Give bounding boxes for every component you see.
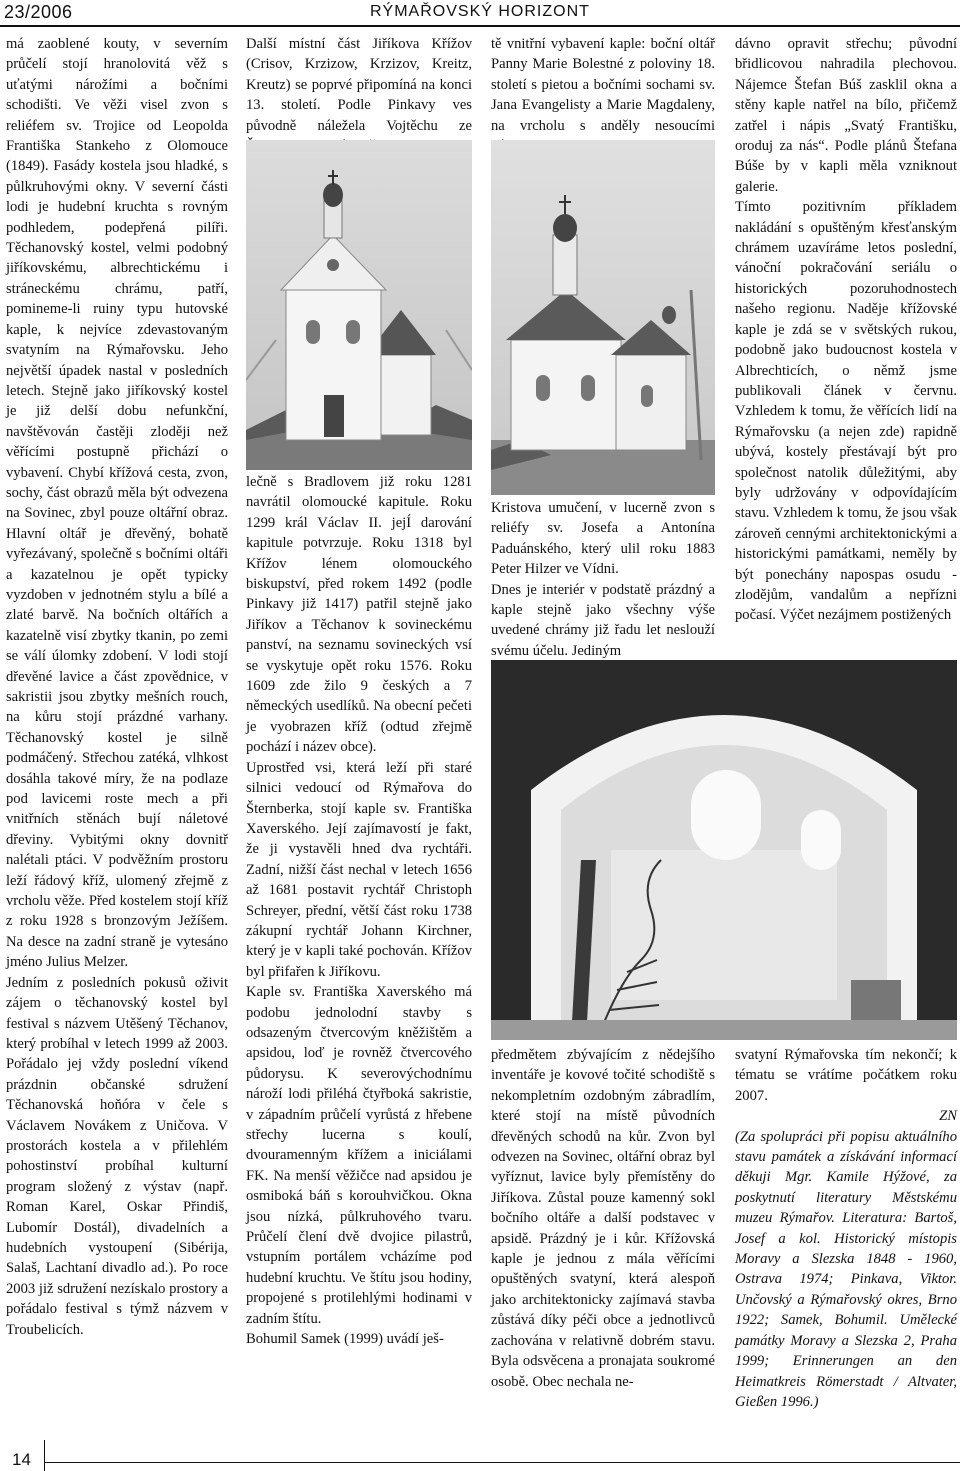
column-4-top xyxy=(735,34,957,626)
column-3-bottom xyxy=(491,1045,715,1392)
footer-divider xyxy=(44,1440,45,1471)
acknowledgement-note: (Za spolupráci při popisu aktuálního stavu památek a získávání informací děkuji Mgr. Kamile Hýžové, za poskytnutí literatury Městskému muzeu Rýmařov. Literatura: Bartoš, Josef a kol. Historický místopis Moravy a Slezska 1848 - 1960, Ostrava 1974; Pinkava, Viktor. Unčovský a Rýmařovský okres, Brno 1922; Samek, Bohumil. Umělecké památky Moravy a Slezska 2, Praha 1999; Erinnerungen an den Heimatkreis Römerstadt / Altvater, Gießen 1996.) xyxy=(735,1128,957,1410)
article-paragraph: Dnes je interiér v podstatě prázdný a kaple stejně jako všechny výše uvedené chrámy již řadu let neslouží svému účelu. Jediným xyxy=(491,581,715,659)
article-paragraph: Jedním z posledních pokusů oživit zájem o těchanovský kostel byl festival s názvem Utěšený Těchanov, který probíhal v letech 1999 až 2003. Pořádalo jej vždy poslední víkend prázdnin občanské sdružení Těchanovská hoňóra v čele s Václavem Novákem z Uničova. V prostorách kostela a v přilehlém pohostinství probíhal kulturní program složený z výstav (např. Roman Karel, Oskar Přindiš, Lubomír Dostál), divadelních a hudebních vystoupení (Sibérija, Salaš, Lachtaní divadlo ad.). Po roce 2003 již sdružení nezískalo prostory a pořádalo festival s týmž názvem v Troubelicích. xyxy=(6,974,228,1338)
column-2-top xyxy=(246,34,472,156)
column-2-bottom xyxy=(246,472,472,1349)
article-paragraph: lečně s Bradlovem již roku 1281 navrátil olomoucké kapitule. Roku 1299 král Václav II. jejÍ darování kapitule potvrzuje. Roku 1318 byl Křížov lénem olomouckého biskupství, před rokem 1492 (podle Pinkavy již 1417) patřil stejně jako Jiříkov a Těchanov k sovineckému panství, na seznamu sovineckých vsí se vyskytuje opět roku 1576. Roku 1609 zde žilo 9 českých a 7 německých usedlíků. Na obecní pečeti je vyobrazen kříž (odtud zřejmě pochází i název obce). xyxy=(246,474,472,756)
article-paragraph: svatyní Rýmařovska tím nekončí; k tématu se vrátíme počátkem roku 2007. xyxy=(735,1047,957,1104)
footer-rule xyxy=(44,1462,960,1463)
page-number: 14 xyxy=(12,1450,31,1469)
issue-number: 23/2006 xyxy=(4,2,73,22)
article-paragraph: Kaple sv. Františka Xaverského má podobu jednolodní stavby s odsazeným čtvercovým kněžištěm a apsidou, loď je rovněž čtvercového půdorysu. K severovýchodnímu nároží lodi přiléhá čtyřboká sakristie, v západním průčelí vyrůstá z hřebene střechy lucerna s koulí, dvouramenným křížem a iniciálami FK. Na menší věžičce nad apsidou je osmiboká báň s korouhvičkou. Okna jsou nízká, půlkruhového tvaru. Průčelí člení dvě dvojice pilastrů, vstupním portálem vcházíme pod hudební kruchtu. Ve štítu jsou hodiny, propojené s protilehlými hodinami v zadním štítu. xyxy=(246,984,472,1327)
article-paragraph: tě vnitřní vybavení kaple: boční oltář Panny Marie Bolestné z poloviny 18. století s pietou a bočními sochami sv. Jana Evangelisty a Marie Magdaleny, na vrcholu s anděly nesoucími xyxy=(491,36,715,134)
chapel-photo-side xyxy=(491,140,715,495)
article-paragraph: předmětem zbývajícím z nědejšího inventáře je kovové točité schodiště s nekompletním ozdobným zábradlím, které stojí na místě původních dřevěných schodů na kůr. Zvon byl odvezen na Sovinec, oltářní obraz byl vyříznut, lavice byly přemístěny do Jiříkova. Zůstal pouze kamenný sokl bočního oltáře a další podstavec v apsidě. Prázdný je i kůr. Křížovská kaple je jednou z mála věřícími opuštěných svatyní, která alespoň jako architektonicky zajímavá stavba zůstává díky péči obce a jednotlivců zachována v relativně dobrém stavu. Byla odsvěcena a pronajata soukromé osobě. Obec nechala ne- xyxy=(491,1047,715,1390)
column-3-middle xyxy=(491,498,715,661)
column-4-bottom xyxy=(735,1045,957,1412)
article-paragraph: Bohumil Samek (1999) uvádí ješ- xyxy=(246,1331,444,1348)
article-paragraph: Další místní část Jiříkova Křížov (Crisov, Krzizow, Krzizov, Kreitz, Kreutz) se poprvé připomíná na konci 13. století. Podle Pinkavy ves původně náležela Vojtěchu ze xyxy=(246,36,472,134)
article-paragraph: dávno opravit střechu; původní břidlicovou nahradila plechovou. Nájemce Štefan Búš zasklil okna a stěny kaple natřel na bílo, přičemž zatřel i nápis „Svatý Františku, oroduj za nás“. Podle plánů Štefana Búše by v kapli měla vzniknout galerie. xyxy=(735,36,957,195)
column-3-top xyxy=(491,34,715,156)
page-header xyxy=(0,0,960,27)
magazine-title: RÝMAŘOVSKÝ HORIZONT xyxy=(370,3,590,20)
chapel-interior-photo xyxy=(491,660,957,1040)
column-1 xyxy=(6,34,228,1340)
article-paragraph: má zaoblené kouty, v severním průčelí stojí hranolovitá věž s uťatými nárožími a bočními schodišti. Ve věži visel zvon s reliéfem sv. Trojice od Leopolda Františka Stankeho z Olomouce (1849). Fasády kostela jsou hladké, s půlkruhovými okny. V severní části lodi je hudební kruchta s rovným podhledem, podepřená pilíři. Těchanovský kostel, velmi podobný jiříkovskému, albrechtickému i stráneckému chrámu, patří, pomineme-li ruiny typu hutovské kaple, k nejvíce zdevastovaným svatyním na Rýmařovsku. Jeho největší úpadek nastal v posledních letech. Stejně jako jiříkovský kostel je již delší dobu nefunkční, navštěvován častěji zloději než věřícími postupně přichází o vybavení. Chybí křížová cesta, zvon, sochy, část obrazů měla být odvezena na Sovinec, zbyl pouze oltářní obraz. Hlavní oltář je dřevěný, bohatě vyřezávaný, společně s bočními oltáři a kazatelnou je opět typicky vyzdoben v jednotném stylu a bílé a zlaté barvě. Na bočních oltářích a kazatelně visí zbytky tkanin, po zemi se válí úlomky zdobení. V lodi stojí dřevěné lavice a část zpovědnice, v sakristii jsou zbytky mešních rouch, na kůru stojí prázdné varhany. Těchanovský kostel je silně podmáčený. Střechou zatéká, vlhkost dosáhla takové míry, že na podlaze pod lavicemi roste mech a při vnitřních stěnách bují náletové dřeviny. Vybitými okny dovnitř nalétali ptáci. V podvěžním prostoru leží řádový kříž, ulomený zřejmě z vrcholu věže. Před kostelem stojí kříž z roku 1928 s bronzovým Ježíšem. Na desce na zadní straně je vytesáno jméno Julius Melzer. xyxy=(6,36,228,971)
article-paragraph: Tímto pozitivním příkladem nakládání s opuštěným křesťanským chrámem uzavíráme letos poslední, vánoční pokračování seriálu o historických pozoruhodnostech našeho regionu. Naděje křížovské kaple je zdá se v světských rukou, podobně jako budoucnost kostela v Albrechticích, o němž jsme publikovali článek v červnu. Vzhledem k tomu, že věřících lidí na Rýmařovsku (a nejen zde) rapidně ubývá, kostely přestávají být pro společnost natolik důležitými, aby byly udržovány v odpovídajícím stavu. Vzhledem k tomu, že jsou však zároveň cennými architektonickými a historickými památkami, neměly by být ponechány napospas osudu - zlodějům, vandalům a nepřízni počasí. Výčet nezájmem postižených xyxy=(735,199,957,624)
article-paragraph: Kristova umučení, v lucerně zvon s reliéfy sv. Josefa a Antonína Paduánského, který ulil roku 1883 Peter Hilzer ve Vídni. xyxy=(491,500,715,578)
chapel-photo-front xyxy=(246,140,472,470)
author-signature: ZN xyxy=(939,1108,957,1125)
article-paragraph: Uprostřed vsi, která leží při staré silnici vedoucí od Rýmařova do Šternberka, stojí kaple sv. Františka Xaverského. Její zajímavostí je fakt, že ji vystavěli hned dva rychtáři. Zadní, nižší část nechal v letech 1656 až 1681 postavit rychtář Christoph Schreyer, přední, větší část roku 1738 zákupní rychtář Johann Kirchner, který je v kapli také pochován. Křížov byl přifařen k Jiříkovu. xyxy=(246,759,472,980)
